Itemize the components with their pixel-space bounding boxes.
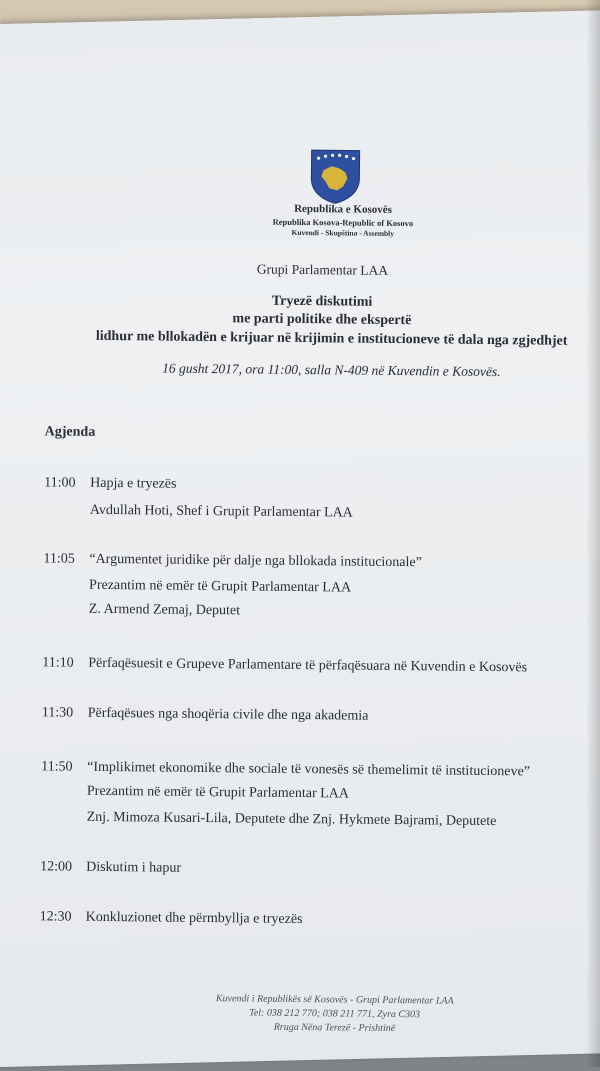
agenda-line: “Argumentet juridike për dalje nga bllokada institucionale” [89,551,422,571]
footer-line-2: Tel: 038 212 770; 038 211 771, Zyra C303 [249,1007,421,1021]
kosovo-coat-of-arms-icon [309,148,362,205]
header-country: Republika e Kosovës [294,202,392,216]
event-date-line: 16 gusht 2017, ora 11:00, salla N-409 në Kuvendin e Kosovës. [162,360,501,380]
agenda-line: Avdullah Hoti, Shef i Grupit Parlamentar LAA [89,502,353,521]
agenda-line: Prezantim në emër të Grupit Parlamentar LAA [86,783,350,802]
agenda-time: 12:00 [40,859,73,875]
agenda-time: 11:05 [43,551,75,567]
footer-line-1: Kuvendi i Republikës së Kosovës - Grupi Parlamentar LAA [215,993,454,1007]
title-line-3: lidhur me bllokadën e krijuar në krijimin e institucioneve të dala nga zgjedhjet [95,328,568,349]
agenda-time: 11:50 [41,759,73,775]
agenda-line: Znj. Mimoza Kusari-Lila, Deputete dhe Znj. Hykmete Bajrami, Deputete [86,809,497,830]
agenda-time: 12:30 [39,909,72,925]
agenda-line: Prezantim në emër të Grupit Parlamentar LAA [89,577,352,596]
header-assembly: Kuvendi - Skupština - Assembly [291,227,395,238]
agenda-line: Konkluzionet dhe përmbyllja e tryezës [85,909,303,928]
agenda-line: Z. Armend Zemaj, Deputet [88,601,241,619]
agenda-time: 11:10 [42,655,74,671]
group-name: Grupi Parlamentar LAA [256,261,389,278]
title-line-1: Tryezë diskutimi [271,293,373,310]
agenda-time: 11:30 [41,705,74,721]
agenda-line: Diskutim i hapur [86,859,182,876]
agenda-line: Përfaqësuesit e Grupeve Parlamentare të përfaqësuara në Kuvendin e Kosovës [88,655,528,676]
agenda-line: Hapja e tryezës [90,475,177,492]
footer-line-3: Rruga Nëna Terezë - Prishtinë [273,1021,396,1035]
title-line-2: me parti politike dhe ekspertë [232,311,412,329]
agenda-time: 11:00 [44,475,76,491]
header-country-multilingual: Republika Kosova-Republic of Kosovo [272,216,414,229]
agenda-line: “Implikimet ekonomike dhe sociale të vonesës së themelimit të institucioneve” [87,759,531,780]
agenda-line: Përfaqësues nga shoqëria civile dhe nga akademia [87,705,369,724]
agenda-heading: Agjenda [44,424,96,440]
